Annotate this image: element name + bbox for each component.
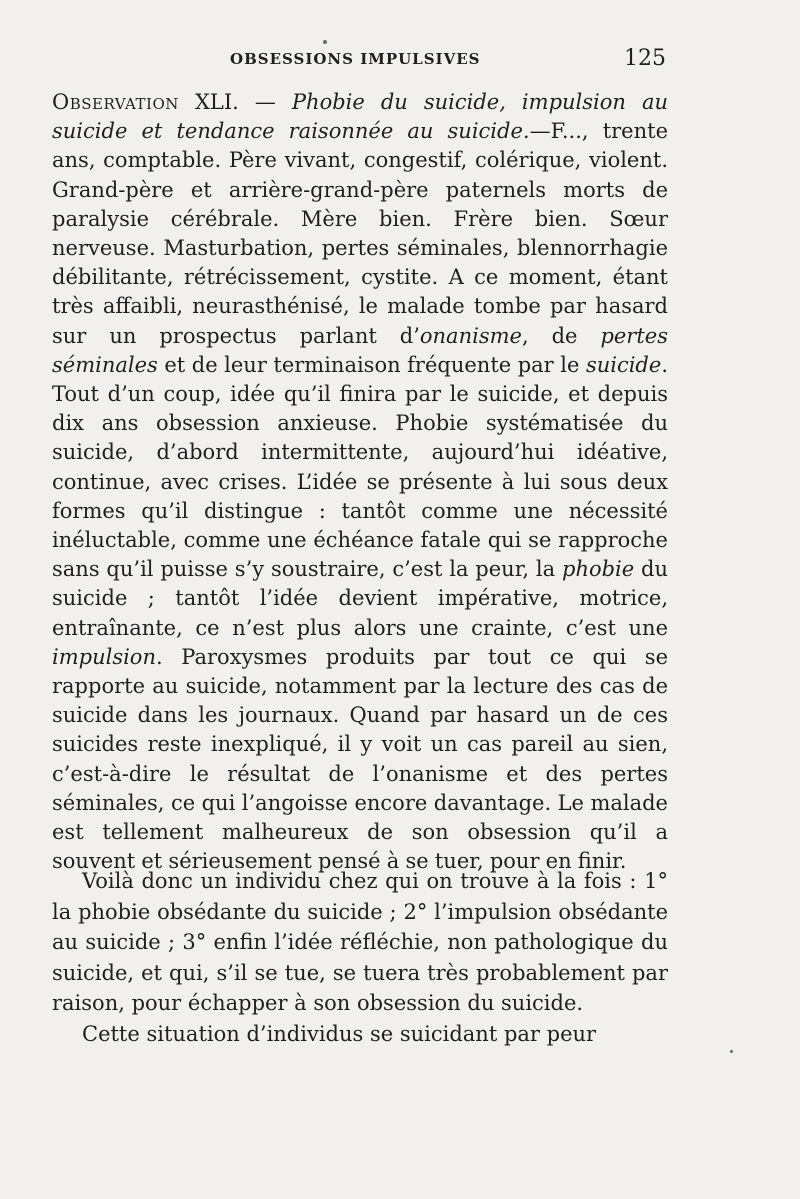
print-speck: [730, 1050, 733, 1053]
running-head: [52, 46, 666, 76]
observation-italic-impulsion: impulsion: [52, 644, 156, 669]
observation-text-4: . Tout d’un coup, idée qu’il finira par le suicide, et depuis dix ans obsession anxieuse. Phobie systématisée du suicide, d’abord intermittente, aujourd’hui idéative, continue, avec crises. L’idée se présente à lui sous deux formes qu’il distingue : tantôt comme une nécessité inéluctable, comme une échéance fatale qui se rapproche sans qu’il puisse s’y soustraire, c’est la peur, la: [52, 352, 668, 582]
body-paragraph-1: Voilà donc un individu chez qui on trouve à la fois : 1° la phobie obsédante du suicide ; 2° l’impulsion obsédante au suicide ; 3° enfin l’idée réfléchie, non pathologique du suicide, et qui, s’il se tue, se tuera très probablement par raison, pour échapper à son obsession du suicide.: [52, 869, 668, 1015]
observation-label: Observation: [52, 90, 179, 114]
body-text: [52, 866, 668, 1049]
observation-italic-phobie: phobie: [562, 557, 635, 582]
observation-dash: —: [238, 90, 292, 114]
observation-italic-pertes: pertes séminales: [52, 323, 668, 377]
observation-text-3: et de leur terminaison fréquente par le: [157, 352, 586, 377]
page-number: 125: [624, 46, 666, 71]
observation-italic-onanisme: onanisme: [419, 323, 522, 348]
observation-title: Phobie du suicide, impulsion au suicide et tendance raisonnée au suicide.: [52, 90, 668, 144]
observation-text-6: . Paroxysmes produits par tout ce qui se rapporte au suicide, notamment par la lecture des cas de suicide dans les journaux. Quand par hasard un de ces suicides reste inexpliqué, il y voit un cas pareil au sien, c’est-à-dire le résultat de l’onanisme et des pertes séminales, ce qui l’angoisse encore davantage. Le malade est tellement malheureux de son obsession qu’il a souvent et sérieusement pensé à se tuer, pour en finir.: [52, 644, 668, 874]
observation-number: XLI.: [194, 90, 239, 114]
running-head-title: OBSESSIONS IMPULSIVES: [230, 50, 481, 68]
observation-text-5: du suicide ; tantôt l’idée devient impérative, motrice, entraînante, ce n’est plus alors une crainte, c’est une: [52, 557, 668, 640]
observation-text-1: —F..., trente ans, comptable. Père vivant, congestif, colérique, violent. Grand-père et arrière-grand-père paternels morts de paralysie cérébrale. Mère bien. Frère bien. Sœur nerveuse. Masturbation, pertes séminales, blennorrhagie débilitante, rétrécissement, cystite. A ce moment, étant très affaibli, neurasthénisé, le malade tombe par hasard sur un prospectus parlant d’: [52, 119, 668, 348]
print-speck: [323, 40, 327, 44]
observation-paragraph: [52, 88, 668, 876]
observation-text-2: , de: [521, 323, 601, 348]
body-paragraph-2: Cette situation d’individus se suicidant par peur: [82, 1021, 597, 1046]
observation-italic-suicide: suicide: [585, 352, 662, 377]
